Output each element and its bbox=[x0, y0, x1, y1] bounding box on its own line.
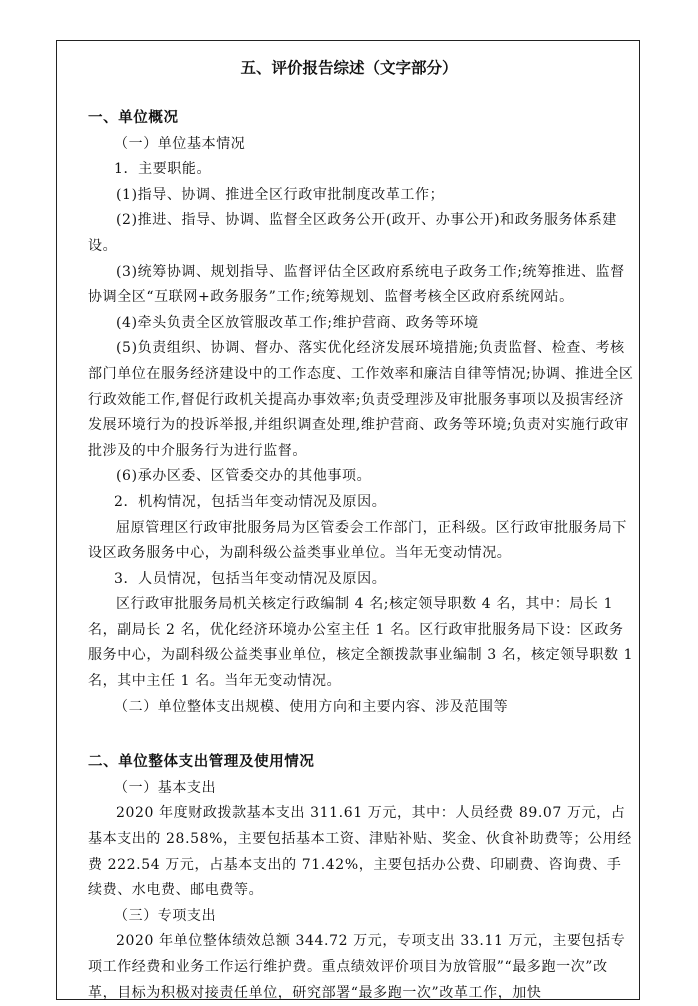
subsection-expenditure-scope: （二）单位整体支出规模、使用方向和主要内容、涉及范围等 bbox=[114, 698, 509, 715]
item-personnel: 3．人员情况，包括当年变动情况及原因。 bbox=[114, 570, 387, 587]
section-heading-2: 二、单位整体支出管理及使用情况 bbox=[88, 754, 315, 771]
paragraph: (6)承办区委、区管委交办的其他事项。 bbox=[116, 468, 372, 485]
item-main-functions: 1．主要职能。 bbox=[114, 161, 212, 178]
section-heading-1: 一、单位概况 bbox=[88, 110, 179, 126]
subsection-basic-expenditure: （一）基本支出 bbox=[114, 779, 217, 796]
paragraph: (2)推进、指导、协调、监督全区政务公开(政开、办事公开)和政务服务体系建设。 bbox=[88, 212, 617, 254]
item-organization: 2．机构情况，包括当年变动情况及原因。 bbox=[114, 493, 387, 510]
paragraph: (5)负责组织、协调、督办、落实优化经济发展环境措施;负责监督、检查、考核部门单位在服务经济建设中的工作态度、工作效率和廉洁自律等情况;协调、推进全区行政效能工作,督促行政机关提高办事效率;负责受理涉及审批服务事项以及损害经济发展环境行为的投诉举报,并组织调查处理,维护营商、政务等环境;负责对实施行政审批涉及的中介服务行为进行监督。 bbox=[88, 340, 634, 459]
subsection-special-expenditure: （三）专项支出 bbox=[114, 907, 217, 924]
page-title: 五、评价报告综述（文字部分） bbox=[240, 59, 458, 77]
report-body bbox=[88, 100, 634, 1006]
paragraph: 2020 年单位整体绩效总额 344.72 万元，专项支出 33.11 万元，主要包括专项工作经费和业务工作运行维护费。重点绩效评价项目为放管服”“最多跑一次”改革，目标为积极对接责任单位，研究部署“最多跑一次”改革工作，加快 bbox=[88, 933, 626, 1001]
paragraph: 2020 年度财政拨款基本支出 311.61 万元，其中：人员经费 89.07 万元，占基本支出的 28.58%，主要包括基本工资、津贴补贴、奖金、伙食补助费等；公用经费 222.54 万元，占基本支出的 71.42%，主要包括办公费、印刷费、咨询费、手续费、水电费、邮电费等。 bbox=[88, 805, 632, 899]
paragraph: 区行政审批服务局机关核定行政编制 4 名;核定领导职数 4 名，其中：局长 1 名，副局长 2 名，优化经济环境办公室主任 1 名。区行政审批服务局下设：区政务服务中心，为副科级公益类事业单位，核定全额拨款事业编制 3 名，核定领导职数 1 名，其中主任 1 名。当年无变动情况。 bbox=[88, 596, 634, 690]
subsection-basic-info: （一）单位基本情况 bbox=[114, 135, 246, 152]
paragraph: (4)牵头负责全区放管服改革工作;维护营商、政务等环境 bbox=[116, 314, 479, 331]
paragraph: (1)指导、协调、推进全区行政审批制度改革工作； bbox=[116, 186, 445, 203]
paragraph: 屈原管理区行政审批服务局为区管委会工作部门，正科级。区行政审批服务局下设区政务服务中心，为副科级公益类事业单位。当年无变动情况。 bbox=[88, 519, 627, 562]
paragraph: (3)统筹协调、规划指导、监督评估全区政府系统电子政务工作;统筹推进、监督协调全区“互联网+政务服务”工作;统筹规划、监督考核全区政府系统网站。 bbox=[88, 263, 625, 306]
